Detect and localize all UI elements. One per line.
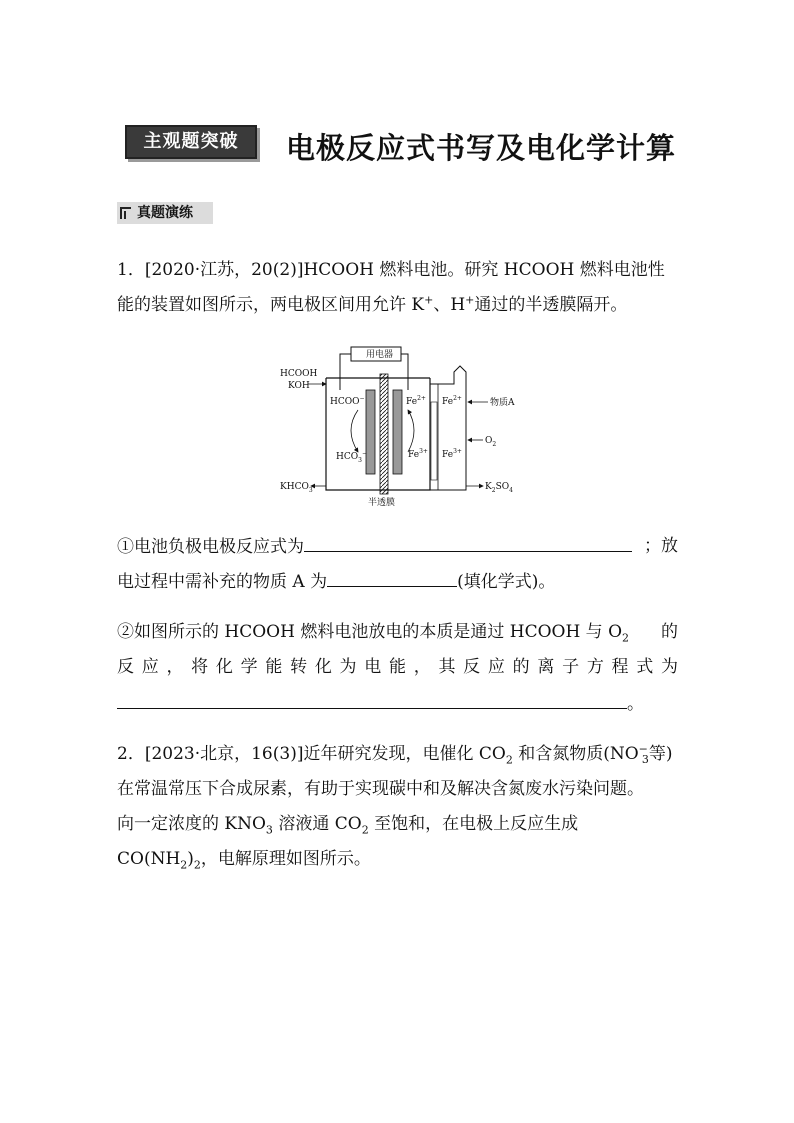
- q2-line1: [117, 741, 678, 767]
- substance-a-label: 物质A: [490, 398, 515, 408]
- q1-part2-line1: [117, 619, 678, 645]
- q1-stem-1: 1．[2020·江苏，20(2)]HCOOH 燃料电池。研究 HCOOH 燃料电池性: [117, 260, 665, 280]
- q1-line2: [117, 292, 678, 318]
- page-title: 电极反应式书写及电化学计算: [286, 131, 677, 165]
- q1-part2-text-2: 反应，将化学能转化为电能，其反应的离子方程式为: [117, 657, 678, 677]
- q1-part1-line1: [117, 533, 678, 560]
- q1-part2-end: 。: [627, 694, 644, 714]
- subsection-title: 真题演练: [137, 205, 193, 221]
- anode-reactant-label: HCOO−: [330, 395, 365, 407]
- anode-product-label: $HCO_3^-$: [336, 450, 367, 464]
- q2-text-1c: 等): [648, 744, 673, 764]
- q1-part1-line2: [117, 568, 678, 595]
- cathode-fe3-label: $Fe^{3+}$: [408, 448, 428, 460]
- k2so4-label: $K_2SO_4$: [485, 482, 513, 494]
- q1-line1: [117, 257, 678, 283]
- inlet-hcooh-label: HCOOH: [280, 369, 318, 379]
- khco3-label: $KHCO_3$: [280, 482, 313, 494]
- kno3-subscript: 3: [265, 823, 273, 837]
- q1-part1-mid: ；放: [644, 536, 678, 556]
- no3-subscript: 3: [641, 753, 649, 767]
- o2-subscript: 2: [622, 631, 630, 645]
- q2-text-1b: 和含氮物质(NO: [512, 744, 639, 764]
- q2-text-3c: 至饱和，在电极上反应生成: [368, 814, 579, 834]
- q2-text-3b: 溶液通 CO: [272, 814, 362, 834]
- q1-part2-line3: [117, 690, 678, 717]
- fuel-cell-diagram: [278, 342, 528, 510]
- no3-charge: −: [638, 742, 648, 756]
- section-marker-icon: [120, 207, 131, 219]
- h-charge: +: [465, 293, 475, 307]
- regen-fe2-label: $Fe^{2+}$: [442, 395, 462, 407]
- q1-stem-2c: 通过的半透膜隔开。: [474, 295, 628, 315]
- q2-text-4b: ): [187, 849, 194, 869]
- answer-blank-1[interactable]: [304, 533, 632, 552]
- device-label: 用电器: [366, 350, 394, 360]
- section-tag: 主观题突破: [125, 125, 257, 159]
- inlet-koh-label: KOH: [288, 381, 310, 391]
- answer-blank-2[interactable]: [327, 568, 457, 587]
- co2-subscript-2: 2: [361, 823, 369, 837]
- q1-part2-text-a: ②如图所示的 HCOOH 燃料电池放电的本质是通过 HCOOH 与 O: [117, 622, 623, 642]
- q2-text-1a: 2．[2023·北京，16(3)]近年研究发现，电催化 CO: [117, 744, 506, 764]
- q1-stem-2a: 能的装置如图所示，两电极区间用允许 K: [117, 295, 425, 315]
- q1-part1-line2-prefix: 电过程中需补充的物质 A 为: [117, 572, 328, 592]
- q2-line3: [117, 811, 678, 837]
- q2-text-3a: 向一定浓度的 KNO: [117, 814, 266, 834]
- q2-line4: [117, 846, 678, 872]
- q1-stem-2b: 、H: [433, 295, 466, 315]
- q1-part1-line2-suffix: (填化学式)。: [457, 572, 556, 592]
- k-charge: +: [424, 293, 434, 307]
- o2-label: $O_2$: [485, 436, 497, 448]
- q1-part1-prefix: ①电池负极电极反应式为: [117, 537, 304, 557]
- q1-part2-line2: [117, 654, 678, 680]
- q2-text-2: 在常温常压下合成尿素，有助于实现碳中和及解决含氮废水污染问题。: [117, 779, 644, 799]
- q2-text-4c: ，电解原理如图所示。: [200, 849, 371, 869]
- regen-fe3-label: $Fe^{3+}$: [442, 448, 462, 460]
- q2-text-4a: CO(NH: [117, 849, 181, 869]
- q2-line2: [117, 776, 678, 802]
- answer-blank-3[interactable]: [117, 690, 627, 709]
- cathode-fe2-label: $Fe^{2+}$: [406, 395, 426, 407]
- co2-subscript: 2: [505, 753, 513, 767]
- urea-subscript: 2: [193, 858, 201, 872]
- subsection-label: [117, 202, 213, 224]
- nh2-subscript: 2: [180, 858, 188, 872]
- membrane-label: 半透膜: [368, 498, 396, 508]
- q1-part2-text-b: 的: [661, 622, 678, 642]
